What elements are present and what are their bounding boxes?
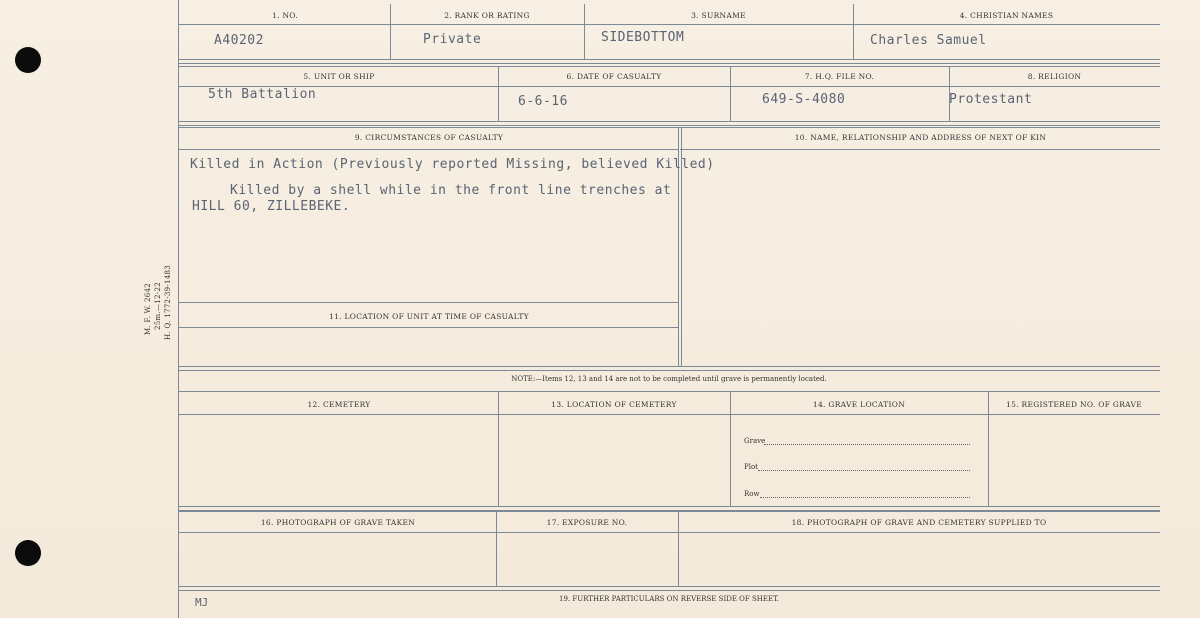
plot-dotted-line <box>758 469 970 471</box>
label-location-unit: 11. LOCATION OF UNIT AT TIME OF CASUALTY <box>329 312 529 321</box>
label-grave: Grave <box>744 437 766 445</box>
grave-dotted-line <box>764 443 970 445</box>
label-grave-location: 14. GRAVE LOCATION <box>812 400 906 409</box>
label-religion: 8. RELIGION <box>1027 72 1082 81</box>
value-surname: SIDEBOTTOM <box>601 30 685 45</box>
row4-header-line <box>178 414 1160 415</box>
row-dotted-line <box>760 496 970 498</box>
row3-header-line-left <box>178 149 678 150</box>
row5-bottom-line <box>178 586 1160 591</box>
label-cemetery: 12. CEMETERY <box>307 400 371 409</box>
circumstances-line-2: Killed by a shell while in the front line trenches at <box>230 183 672 198</box>
row5-top-line <box>178 511 1160 512</box>
row1-bottom-line <box>178 59 1160 64</box>
label-date: 6. DATE OF CASUALTY <box>566 72 662 81</box>
row3-header-line-right <box>680 149 1160 150</box>
row3-bottom-line <box>178 366 1160 371</box>
value-rank: Private <box>423 32 482 47</box>
row3-top-line <box>178 127 1160 128</box>
circumstances-line-1: Killed in Action (Previously reported Missing, believed Killed) <box>190 157 715 172</box>
label-plot: Plot <box>744 463 758 471</box>
label-photo-taken: 16. PHOTOGRAPH OF GRAVE TAKEN <box>260 518 416 527</box>
value-unit: 5th Battalion <box>208 87 317 102</box>
label-location-cemetery: 13. LOCATION OF CEMETERY <box>551 400 677 409</box>
label-circumstances: 9. CIRCUMSTANCES OF CASUALTY <box>354 133 504 142</box>
location-unit-header-line <box>178 327 678 328</box>
value-no: A40202 <box>214 33 264 48</box>
clerk-initials: MJ <box>195 596 209 609</box>
form-code-2: 25m.—12-22 <box>154 282 162 330</box>
label-christian-names: 4. CHRISTIAN NAMES <box>959 11 1054 20</box>
value-date: 6-6-16 <box>518 94 568 109</box>
location-unit-top-line <box>178 302 678 303</box>
label-file: 7. H.Q. FILE NO. <box>804 72 875 81</box>
label-photo-supplied: 18. PHOTOGRAPH OF GRAVE AND CEMETERY SUPPLIED TO <box>791 518 1047 527</box>
grave-note: NOTE:—Items 12, 13 and 14 are not to be completed until grave is permanently located. <box>511 375 827 383</box>
label-exposure: 17. EXPOSURE NO. <box>546 518 628 527</box>
row4-top-line <box>178 391 1160 392</box>
form-code <box>142 264 182 345</box>
label-surname: 3. SURNAME <box>691 11 746 20</box>
row2-bottom-line <box>178 121 1160 126</box>
form-code-1: M. F. W. 2642 <box>144 283 152 335</box>
value-religion: Protestant <box>949 92 1033 107</box>
row1-header-line <box>178 24 1160 25</box>
form-code-3: H. Q. 1772-39-1483 <box>164 264 172 340</box>
label-registered-no: 15. REGISTERED NO. OF GRAVE <box>1006 400 1142 409</box>
label-row: Row <box>744 490 760 498</box>
punch-hole-top <box>15 47 41 73</box>
label-unit: 5. UNIT OR SHIP <box>303 72 375 81</box>
row2-top-line <box>178 66 1160 67</box>
label-no: 1. NO. <box>272 11 298 20</box>
punch-hole-bottom <box>15 540 41 566</box>
value-christian-names: Charles Samuel <box>870 33 987 48</box>
circumstances-line-3: HILL 60, ZILLEBEKE. <box>192 199 351 214</box>
further-particulars: 19. FURTHER PARTICULARS ON REVERSE SIDE OF SHEET. <box>559 595 779 603</box>
row2-header-line <box>178 86 1160 87</box>
row5-header-line <box>178 532 1160 533</box>
left-margin-line <box>178 0 179 618</box>
label-next-of-kin: 10. NAME, RELATIONSHIP AND ADDRESS OF NEXT OF KIN <box>794 133 1047 142</box>
label-rank: 2. RANK OR RATING <box>444 11 530 20</box>
value-file: 649-S-4080 <box>762 92 846 107</box>
